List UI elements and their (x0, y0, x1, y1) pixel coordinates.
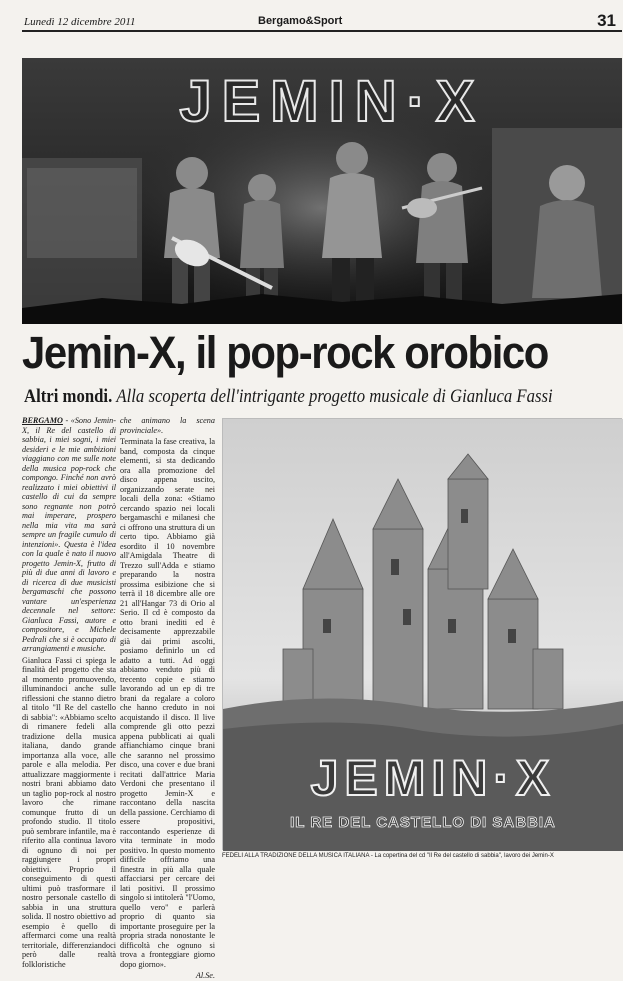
section-title: Bergamo&Sport (258, 15, 343, 27)
paragraph: Gianluca Fassi ci spiega le finalità del progetto che sta al momento promuovendo, illuminandoci anche sulle riflessioni che stanno dietro al titolo "Il Re del castello di sabbia": «Abbiamo scelto di rimanere fedeli alla tradizione della musica italiana, dando grande importanza alla voce, alle parole e alla melodia. Per attualizzare maggiormente i nostri brani abbiamo dato un taglio pop-rock al nostro lavoro che rimane comunque frutto di un profondo studio. Il titolo può sembrare infantile, ma è riferito alla continua lavoro di ognuno di noi per raggiungere i propri obiettivi. Proprio il conseguimento di questi ultimi può trasformare il nostro personale castello di sabbia in una struttura solida. Il nostro obiettivo ad esempio è quello di affermarci come una realtà territoriale, differenziandoci però dalle realtà folkloristiche (22, 655, 116, 969)
paragraph: Terminata la fase creativa, la band, composta da cinque elementi, si sta dedicando ora alla promozione del disco appena uscito, organizzando serate nei locali della zona: «Stiamo cercando spazio nei locali bergamaschi e milanesi che ci offrono una struttura di un certo tipo. Abbiamo già esordito il 10 novembre all'Amigdala Theatre di Trezzo sull'Adda e stiamo preparando la nostra prossima esibizione che si terrà il 18 dicembre alle ore 21 all'Hangar 73 di Orio al Serio. Il cd è composto da otto brani inediti ed è decisamente apprezzabile già dai primi ascolti, posiamo definirlo un cd adatto a tutti. Ad oggi abbiamo venduto più di trecento copie e stiamo lavorando ad un ep di tre brani da regalare a coloro che hanno creduto in noi acquistando il disco. Il live comprende gli otto pezzi appena pubblicati ai quali affianchiamo cinque brani che saranno nel prossimo disco, una cover e due brani recitati dall'attrice Maria Verdoni che presentano il progetto Jemin-X e raccontano della nascita della passione. Cerchiamo di essere propositivi, raccontando esperienze di vita terminate in modo positivo. In questo momento difficile offriamo una finestra in più alla quale affacciarsi per cercare dei lati positivi. Il prossimo singolo si intitolerà "l'Uomo, quello vero" e parlerà proprio di quanto sia importante proseguire per la propria strada nonostante le difficoltà che ognuno si trova a fronteggiare giorno dopo giorno». (120, 437, 215, 969)
cover-tagline: IL RE DEL CASTELLO DI SABBIA (290, 814, 556, 831)
album-cover-image (222, 418, 622, 850)
paragraph-text: - «Sono Jemin-X, il Re del castello di sabbia, i miei sogni, i miei desideri e le mie ambizioni viaggiano con me sulle note della musica pop-rock che compongo. Finché non avrò realizzato i miei obiettivi il castello di cui da sempre sono regnante non potrò mai imperare, prospero nella mia vita ma sarà sempre un fragile cumulo di intenzioni». Questa è l'idea con la quale è nato il nuovo progetto Jemin-X, frutto di più di due anni di lavoro e di ricerca di due musicisti bergamaschi che possono vantare un'esperienza decennale nel settore: Gianluca Fassi, autore e compositore, e Michele Pedrali che si è occupato di arrangiamenti e musiche. (22, 416, 116, 653)
photo-caption: FEDELI ALLA TRADIZIONE DELLA MUSICA ITALIANA - La copertina del cd "Il Re del castello di sabbia", lavoro dei Jemin-X (222, 853, 554, 859)
article-headline: Jemin-X, il pop-rock orobico (22, 327, 548, 378)
cover-logo: JEMIN·X (310, 750, 556, 806)
paragraph: che animano la scena provinciale». (120, 416, 215, 435)
band-photo (22, 58, 622, 324)
article-column-2 (120, 416, 215, 980)
author-signature: Al.Se. (195, 971, 215, 980)
page-header (0, 0, 622, 30)
band-logo: JEMIN·X (179, 69, 485, 134)
paragraph (22, 416, 116, 654)
article-subtitle (24, 386, 552, 408)
subtitle-text: Alla scoperta dell'intrigante progetto musicale di Gianluca Fassi (116, 386, 553, 407)
dateline: BERGAMO (22, 416, 63, 425)
page-number: 31 (597, 11, 616, 30)
issue-date: Lunedì 12 dicembre 2011 (24, 16, 136, 28)
kicker: Altri mondi. (24, 386, 113, 407)
article-column-1 (22, 416, 116, 969)
header-rule (22, 30, 622, 32)
